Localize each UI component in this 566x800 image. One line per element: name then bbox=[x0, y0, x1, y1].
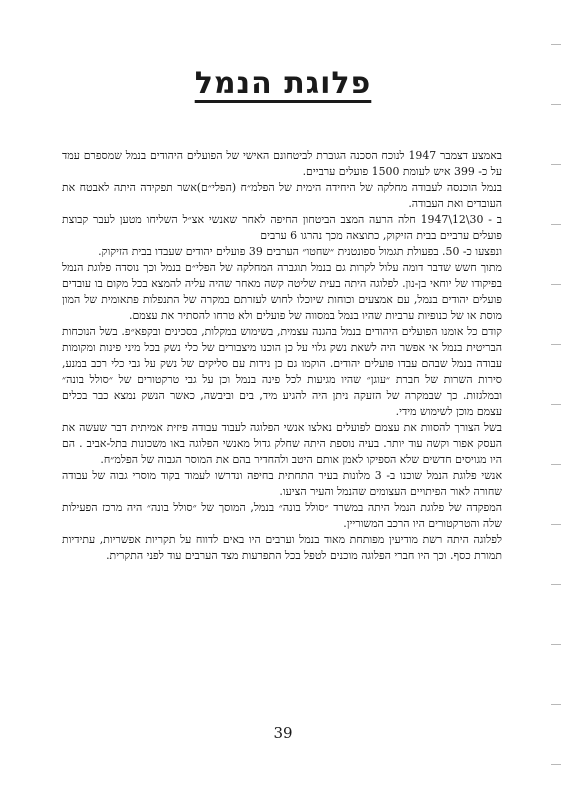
edge-mark bbox=[551, 164, 561, 165]
paragraph: בנמל הוכנסה לעבודה מחלקה של היחידה הימית של הפלמ״ח (הפלי״ם)אשר תפקידה היתה לאבטח את העובדים ואת העבודה. bbox=[62, 181, 502, 210]
paragraph: המפקדה של פלוגת הנמל היתה במשרד ״סולל בונה״ בנמל, המוסך של ״סולל בונה״ היה מרכז הפעילות שלה והטרקטורים היו הרכב המשוריין. bbox=[62, 501, 502, 530]
paragraph: אנשי פלוגת הנמל שוכנו ב- 3 מלונות בעיר התחתית בחיפה ונדרשו לעמוד בקוד מוסרי גבוה של עבודה שחורה לאור הפיתויים העצומים שהנמל והעיר הציעו. bbox=[62, 469, 502, 498]
edge-mark bbox=[551, 104, 561, 105]
edge-mark bbox=[551, 464, 561, 465]
page-number: 39 bbox=[273, 724, 293, 742]
paragraph: ונפצעו כ- 50. בפעולת תגמול ספונטנית ״שחטו״ הערבים 39 פועלים יהודים שעבדו בבית הזיקוק. bbox=[98, 245, 502, 258]
title-text: פלוגת הנמל bbox=[194, 66, 372, 101]
page-title bbox=[0, 66, 566, 101]
edge-mark bbox=[551, 44, 561, 45]
edge-mark bbox=[551, 404, 561, 405]
edge-mark bbox=[551, 764, 561, 765]
paragraph: מתוך חשש שדבר דומה עלול לקרות גם בנמל תוגברה המחלקה של הפלי״ם בנמל וכך נוסדה פלוגת הנמל בפיקודו של יוחאי בן-נון. לפלוגה היתה בעית שליטה קשה מאחר שהיה עליה להמצא בכל מקום בו עובדים פועלים יהודים בנמל, עם אמצעים וכוחות שיוכלו לחוש לעזרתם במקרה של התנפלות פתאומית של המון מוסת או של כנופיות ערביות שהיו בנמל במסווה של פועלים ולא טרחו להסתיר את עצמם. bbox=[62, 261, 502, 322]
paragraph: קודם כל אומנו הפועלים היהודים בנמל בהגנה עצמית, בשימוש במקלות, בסכינים ובקפא״פ. בשל הנוכחות הבריטית בנמל אי אפשר היה לשאת נשק גלוי על כן הוכנו מיצבורים של כלי נשק בכל מיני פינות ומקומות עבודה בנמל שבהם עבדו פועלים יהודים. הוקמו גם כן נידות עם סליקים של נשק על גבי כלי רכב במנע, סירות השרות של חברת ״עוגן״ שהיו מגיעות לכל פינה בנמל וכן על גבי טרקטורים של ״סולל בונה״ ובמלגזות. כך שבמקרה של הזעקה ניתן היה להגיע מיד, בים וביבשה, כאשר הנשק נמצא כבר בכלים עצמם מוכן לשימוש מידי. bbox=[62, 325, 502, 418]
edge-mark bbox=[551, 644, 561, 645]
edge-mark bbox=[551, 284, 561, 285]
edge-mark bbox=[551, 344, 561, 345]
paragraph: ב - 30\12\1947 חלה הרעה המצב הביטחון החיפה לאחר שאנשי אצ״ל השליחו מטען לעבר קבוצת פועלים ערביים בבית הזיקוק, כתוצאה מכך נהרגו 6 ערבים bbox=[62, 213, 502, 242]
paragraph: באמצע דצמבר 1947 לנוכח הסכנה הגוברת לביטחונם האישי של הפועלים היהודים בנמל שמספרם עמד על כ- 399 איש לעומת 1500 פועלים ערביים. bbox=[62, 149, 503, 178]
edge-mark bbox=[551, 704, 561, 705]
edge-mark bbox=[551, 584, 561, 585]
edge-mark bbox=[551, 224, 561, 225]
paragraph: לפלוגה היתה רשת מודיעין מפותחת מאוד בנמל וערבים היו באים לדווח על תקריות אפשריות, עתידיות תמורת כסף. וכך היו חברי הפלוגה מוכנים לטפל בכל התפרעות מצד הערבים עוד לפני התקרית. bbox=[62, 533, 502, 562]
paragraph: בשל הצורך להסוות את עצמם לפועלים נאלצו אנשי הפלוגה לעבוד עבודה פיזית אמיתית דבר שעשה את העסק אפור וקשה עוד יותר. בעיה נוספת היתה שחלק גדול מאנשי הפלוגה באו משכונות בתל-אביב . הם היו מגויסים חדשים שלא הספיקו לאמן אותם היטב ולהחדיר בהם את המוסר הגבוה של הפלמ״ח. bbox=[62, 421, 502, 466]
edge-mark bbox=[551, 524, 561, 525]
document-body bbox=[62, 148, 502, 564]
